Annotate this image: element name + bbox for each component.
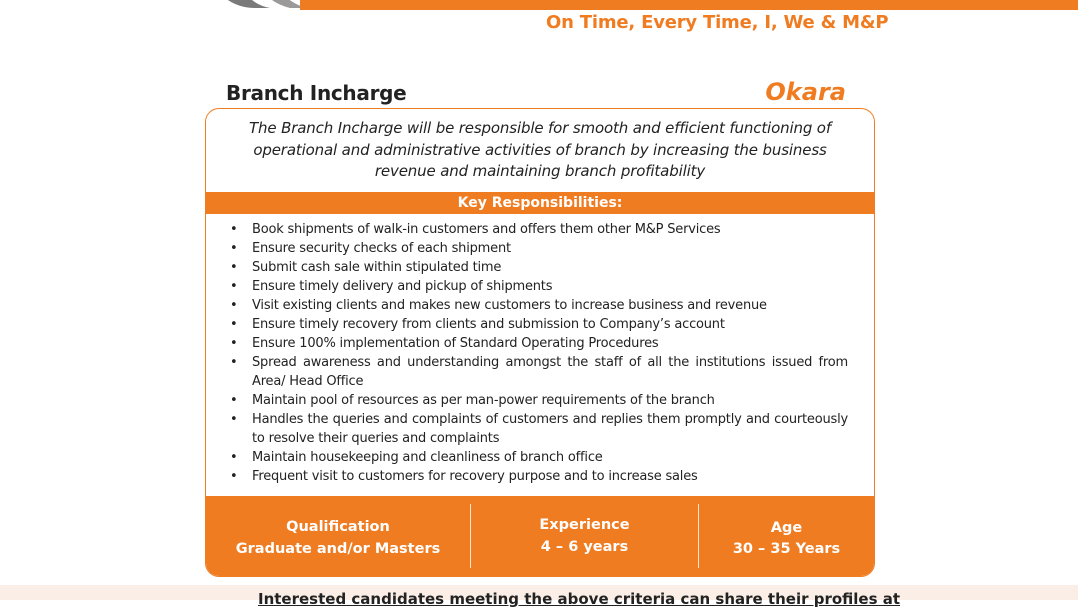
bullet-icon: • <box>230 393 238 408</box>
list-item: • Ensure security checks of each shipment <box>230 241 511 256</box>
qualification-label: Qualification <box>286 519 390 535</box>
list-item: • Handles the queries and complaints of customers and replies them promptly and courteously to resolve their queries and complaints <box>230 412 848 446</box>
application-note: Interested candidates meeting the above criteria can share their profiles at <box>258 590 901 608</box>
qualification-value: Graduate and/or Masters <box>235 541 441 557</box>
list-item: • Spread awareness and understanding amongst the staff of all the institutions issued from Area/ Head Office <box>230 355 848 389</box>
list-item: • Ensure timely recovery from clients and submission to Company’s account <box>230 317 725 332</box>
bullet-icon: • <box>230 317 238 332</box>
age-block <box>699 496 874 577</box>
criteria-band <box>206 496 874 576</box>
list-item: • Submit cash sale within stipulated time <box>230 260 502 275</box>
responsibilities-list <box>230 220 848 486</box>
age-value: 30 – 35 Years <box>732 541 841 557</box>
responsibilities-heading: Key Responsibilities: <box>206 192 874 214</box>
bullet-icon: • <box>230 298 238 313</box>
list-item: • Maintain housekeeping and cleanliness of branch office <box>230 450 603 465</box>
job-summary <box>206 118 874 183</box>
bullet-icon: • <box>230 241 238 256</box>
bullet-icon: • <box>230 450 238 465</box>
summary-line: revenue and maintaining branch profitability <box>374 162 706 180</box>
list-item: • Visit existing clients and makes new customers to increase business and revenue <box>230 298 767 313</box>
list-item: • Frequent visit to customers for recovery purpose and to increase sales <box>230 469 698 484</box>
bullet-icon: • <box>230 222 238 237</box>
bullet-icon: • <box>230 412 238 427</box>
list-item: • Book shipments of walk-in customers and offers them other M&P Services <box>230 222 721 237</box>
list-item: • Maintain pool of resources as per man-power requirements of the branch <box>230 393 715 408</box>
summary-line: The Branch Incharge will be responsible for smooth and efficient functioning of <box>249 119 831 137</box>
qualification-block <box>206 496 470 577</box>
experience-value: 4 – 6 years <box>540 539 629 555</box>
header-orange-band <box>300 0 1078 10</box>
summary-line: operational and administrative activities of branch by increasing the business <box>253 140 827 159</box>
job-title: Branch Incharge <box>226 81 407 105</box>
job-location: Okara <box>765 78 846 106</box>
job-description-card <box>205 108 875 577</box>
bullet-icon: • <box>230 260 238 275</box>
age-label: Age <box>770 520 803 536</box>
experience-block <box>471 496 698 577</box>
bullet-icon: • <box>230 336 238 351</box>
list-item: • Ensure timely delivery and pickup of shipments <box>230 279 553 294</box>
experience-label: Experience <box>539 517 630 533</box>
bullet-icon: • <box>230 279 238 294</box>
bullet-icon: • <box>230 469 238 484</box>
bullet-icon: • <box>230 355 238 370</box>
list-item: • Ensure 100% implementation of Standard Operating Procedures <box>230 336 659 351</box>
company-tagline: On Time, Every Time, I, We & M&P <box>546 12 889 33</box>
